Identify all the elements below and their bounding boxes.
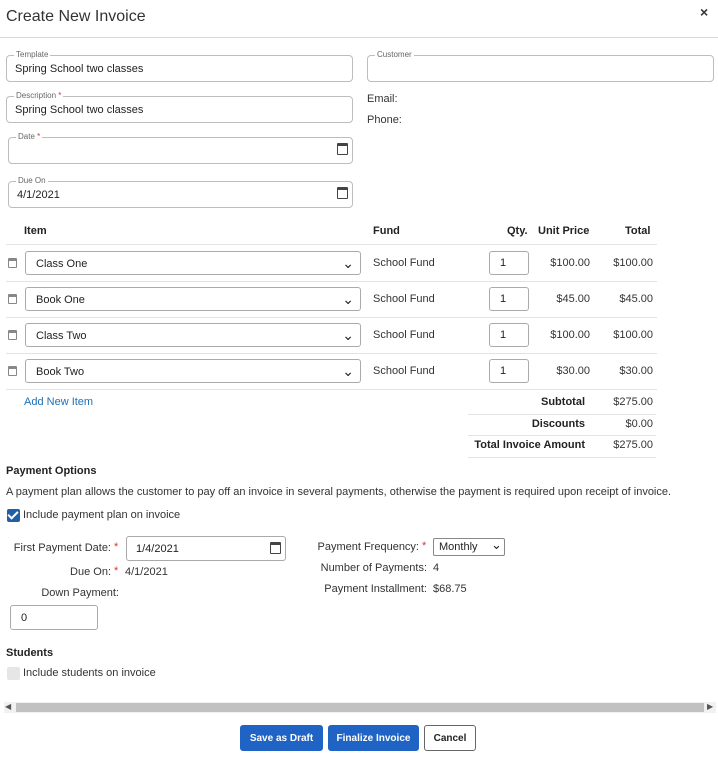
discounts-value: $0.00 <box>625 418 653 430</box>
qty-input[interactable]: 1 <box>489 359 529 383</box>
first-payment-date-input[interactable] <box>126 536 286 561</box>
due-on-label: Due On <box>18 176 46 185</box>
date-legend <box>16 131 42 143</box>
payment-frequency-value: Monthly <box>439 541 478 553</box>
row-divider <box>6 353 657 354</box>
payment-due-on-value: 4/1/2021 <box>125 566 168 578</box>
trash-icon[interactable] <box>8 330 17 340</box>
discounts-label: Discounts <box>531 418 585 430</box>
template-field[interactable] <box>6 50 353 82</box>
unit-price-cell: $45.00 <box>556 293 590 305</box>
horizontal-scrollbar[interactable] <box>4 702 716 713</box>
fund-cell: School Fund <box>373 257 435 269</box>
total-cell: $45.00 <box>619 293 653 305</box>
total-cell: $100.00 <box>613 257 653 269</box>
payment-options-heading: Payment Options <box>6 465 97 477</box>
header-divider <box>0 37 718 38</box>
scrollbar-thumb[interactable] <box>16 703 704 712</box>
description-value: Spring School two classes <box>15 104 144 116</box>
payment-due-on-label: Due On: <box>70 566 111 578</box>
item-select[interactable] <box>25 359 361 383</box>
qty-input[interactable]: 1 <box>489 287 529 311</box>
date-field[interactable] <box>8 132 353 164</box>
row-divider <box>6 281 657 282</box>
due-on-value: 4/1/2021 <box>17 189 60 201</box>
totals-divider <box>468 435 656 436</box>
phone-label: Phone: <box>367 114 402 126</box>
payment-frequency-label: Payment Frequency: <box>317 541 419 553</box>
col-header-qty: Qty. <box>507 225 528 237</box>
total-cell: $30.00 <box>619 365 653 377</box>
chevron-down-icon: ⌄ <box>342 327 354 343</box>
payment-due-on-required-mark: * <box>114 565 119 577</box>
item-select[interactable] <box>25 287 361 311</box>
dialog-title: Create New Invoice <box>6 8 146 25</box>
unit-price-cell: $100.00 <box>550 257 590 269</box>
fund-cell: School Fund <box>373 293 435 305</box>
description-legend <box>14 90 63 102</box>
include-students-checkbox[interactable] <box>7 667 20 680</box>
subtotal-label: Subtotal <box>541 396 585 408</box>
row-divider <box>6 244 657 245</box>
scroll-right-icon[interactable]: ▶ <box>707 702 714 711</box>
payment-frequency-required-mark: * <box>422 540 427 552</box>
include-payment-plan-checkbox[interactable] <box>7 509 20 522</box>
first-payment-date-value: 1/4/2021 <box>136 543 179 555</box>
date-required-mark: * <box>37 132 41 141</box>
finalize-invoice-button[interactable]: Finalize Invoice <box>328 725 419 751</box>
item-select-value: Book Two <box>36 366 85 378</box>
qty-input[interactable]: 1 <box>489 251 529 275</box>
row-divider <box>6 317 657 318</box>
chevron-down-icon: ⌄ <box>342 255 354 271</box>
item-select-value: Book One <box>36 294 85 306</box>
calendar-icon[interactable] <box>270 542 281 554</box>
trash-icon[interactable] <box>8 258 17 268</box>
payment-options-description: A payment plan allows the customer to pay off an invoice in several payments, otherwise the payment is required upon receipt of invoice. <box>6 486 672 498</box>
col-header-unit-price: Unit Price <box>538 225 590 237</box>
payment-frequency-select[interactable] <box>433 538 505 556</box>
cancel-button[interactable]: Cancel <box>424 725 476 751</box>
down-payment-label: Down Payment: <box>41 587 119 599</box>
first-payment-date-label: First Payment Date: <box>13 542 111 554</box>
item-select-value: Class Two <box>36 330 87 342</box>
customer-field[interactable] <box>367 50 714 82</box>
number-of-payments-label: Number of Payments: <box>320 562 427 574</box>
students-heading: Students <box>6 647 54 659</box>
item-select[interactable] <box>25 251 361 275</box>
template-value: Spring School two classes <box>15 63 144 75</box>
calendar-icon[interactable] <box>337 143 348 155</box>
close-icon[interactable]: × <box>700 4 709 20</box>
customer-label: Customer <box>377 50 412 59</box>
row-divider <box>6 389 657 390</box>
qty-input[interactable]: 1 <box>489 323 529 347</box>
number-of-payments-value: 4 <box>433 562 440 574</box>
include-payment-plan-label: Include payment plan on invoice <box>23 509 181 521</box>
item-select[interactable] <box>25 323 361 347</box>
payment-installment-value: $68.75 <box>433 583 467 595</box>
unit-price-cell: $30.00 <box>556 365 590 377</box>
fund-cell: School Fund <box>373 329 435 341</box>
payment-installment-label: Payment Installment: <box>324 583 427 595</box>
total-invoice-amount-value: $275.00 <box>613 439 653 451</box>
total-cell: $100.00 <box>613 329 653 341</box>
include-students-label: Include students on invoice <box>23 667 156 679</box>
description-required-mark: * <box>58 91 62 100</box>
add-new-item-link[interactable]: Add New Item <box>24 396 94 408</box>
date-label: Date <box>18 132 35 141</box>
subtotal-value: $275.00 <box>613 396 653 408</box>
totals-divider <box>468 457 656 458</box>
item-select-value: Class One <box>36 258 88 270</box>
col-header-item: Item <box>24 225 47 237</box>
chevron-down-icon: ⌄ <box>342 363 354 379</box>
totals-divider <box>468 414 656 415</box>
fund-cell: School Fund <box>373 365 435 377</box>
email-label: Email: <box>367 93 398 105</box>
first-payment-required-mark: * <box>114 541 119 553</box>
down-payment-input[interactable] <box>10 605 98 630</box>
down-payment-value: 0 <box>21 612 28 624</box>
chevron-down-icon: ⌄ <box>491 537 502 552</box>
calendar-icon[interactable] <box>337 187 348 199</box>
trash-icon[interactable] <box>8 294 17 304</box>
trash-icon[interactable] <box>8 366 17 376</box>
template-label: Template <box>16 50 49 59</box>
scroll-left-icon[interactable]: ◀ <box>5 702 12 711</box>
chevron-down-icon: ⌄ <box>342 291 354 307</box>
due-on-field[interactable] <box>8 176 353 208</box>
col-header-total: Total <box>625 225 651 237</box>
description-field[interactable] <box>6 91 353 123</box>
col-header-fund: Fund <box>373 225 400 237</box>
save-as-draft-button[interactable]: Save as Draft <box>240 725 323 751</box>
description-label: Description <box>16 91 57 100</box>
unit-price-cell: $100.00 <box>550 329 590 341</box>
total-invoice-amount-label: Total Invoice Amount <box>474 439 585 451</box>
